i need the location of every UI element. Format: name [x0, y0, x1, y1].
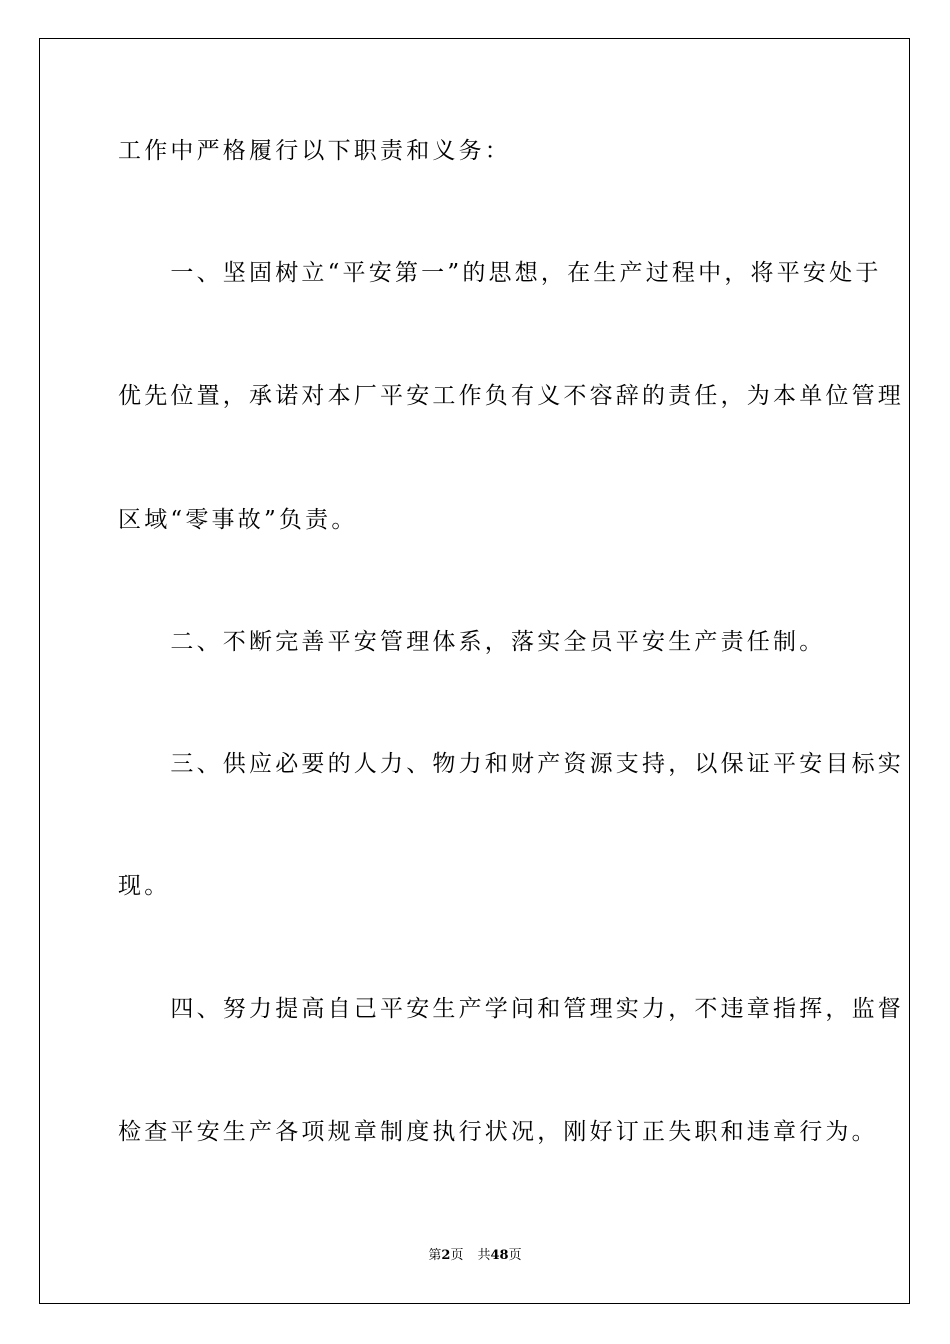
- text-line-6: 三、供应必要的人力、物力和财产资源支持，以保证平安目标实: [118, 751, 904, 777]
- text-line-3: 优先位置，承诺对本厂平安工作负有义不容辞的责任，为本单位管理: [118, 383, 904, 409]
- text-line-1: 工作中严格履行以下职责和义务：: [118, 138, 511, 164]
- footer-page-prefix: 第: [428, 1248, 442, 1263]
- footer-total-prefix: 共: [477, 1248, 491, 1263]
- text-line-4: 区域“零事故”负责。: [118, 507, 358, 533]
- page-border: [39, 38, 910, 1304]
- footer-page-number: 2: [441, 1248, 451, 1263]
- text-line-5: 二、不断完善平安管理体系，落实全员平安生产责任制。: [118, 629, 826, 655]
- footer-page-suffix: 页: [450, 1248, 464, 1263]
- page-footer: [0, 1247, 950, 1265]
- footer-total-suffix: 页: [508, 1248, 522, 1263]
- text-line-7: 现。: [118, 873, 171, 899]
- text-line-8: 四、努力提高自己平安生产学问和管理实力，不违章指挥，监督: [118, 996, 904, 1022]
- text-line-2: 一、坚固树立“平安第一”的思想，在生产过程中，将平安处于: [118, 260, 882, 286]
- text-line-9: 检查平安生产各项规章制度执行状况，刚好订正失职和违章行为。: [118, 1119, 878, 1145]
- footer-total-pages: 48: [490, 1248, 509, 1263]
